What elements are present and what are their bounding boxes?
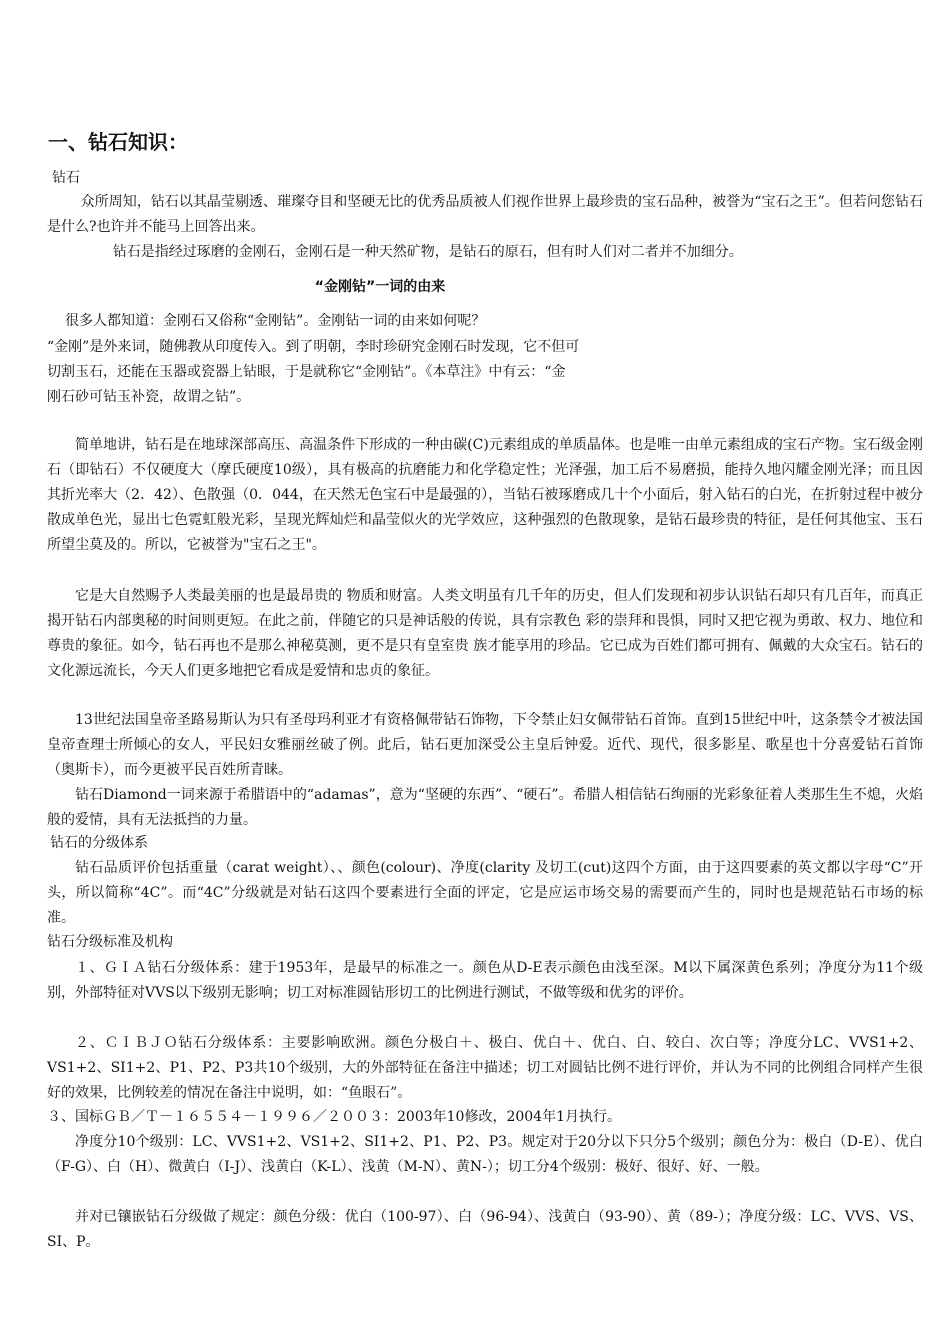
paragraph-gb: ３、国标ＧＢ／Ｔ－１６５５４－１９９６／２００３：2003年10修改，2004年1月执行。 [47,1109,621,1125]
origin-line: “金刚”是外来词，随佛教从印度传入。到了明朝，李时珍研究金刚石时发现，它不但可 [47,339,580,355]
paragraph-etymology: 钻石Diamond一词来源于希腊语中的“adamas”，意为“坚硬的东西”、“硬石”。希腊人相信钻石绚丽的光彩象征着人类那生生不熄，火焰般的爱情，具有无法抵挡的力量。 [47,787,923,828]
paragraph-history: 13世纪法国皇帝圣路易斯认为只有圣母玛利亚才有资格佩带钻石饰物，下令禁止妇女佩带钻石首饰。直到15世纪中叶，这条禁令才被法国皇帝查理士所倾心的女人，平民妇女雅丽丝破了例。此后，钻石更加深受公主皇后钟爱。近代、现代，很多影星、歌星也十分喜爱钻石首饰（奥斯卡），而今更被平民百姓所青睐。 [47,712,923,778]
origin-line: 刚石砂可钻玉补瓷，故谓之钻”。 [47,389,251,405]
origin-line: 很多人都知道：金刚石又俗称“金刚钻”。金刚钻一词的由来如何呢？ [65,313,486,329]
paragraph-intro: 众所周知，钻石以其晶莹剔透、璀璨夺目和坚硬无比的优秀品质被人们视作世界上最珍贵的宝石品种，被誉为“宝石之王”。但若问您钻石是什么?也许并不能马上回答出来。 [47,194,923,235]
section-heading: 一、钻石知识： [48,130,188,154]
label-diamond: 钻石 [52,170,80,186]
label-grading-system: 钻石的分级体系 [50,835,148,851]
paragraph-gia: １、ＧＩＡ钻石分级体系：建于1953年，是最早的标准之一。颜色从D-E表示颜色由浅至深。M以下属深黄色系列；净度分为11个级别，外部特征对VVS以下级别无影响；切工对标准圆钻形切工的比例进行测试，不做等级和优劣的评价。 [47,960,923,1001]
paragraph-definition: 钻石是指经过琢磨的金刚石，金刚石是一种天然矿物，是钻石的原石，但有时人们对二者并不加细分。 [112,244,743,260]
paragraph-simple: 简单地讲，钻石是在地球深部高压、高温条件下形成的一种由碳(C)元素组成的单质晶体。也是唯一由单元素组成的宝石产物。宝石级金刚石（即钻石）不仅硬度大（摩氏硬度10级），具有极高的抗磨能力和化学稳定性；光泽强，加工后不易磨损，能持久地闪耀金刚光泽；而且因其折光率大（2．42）、色散强（0．044，在天然无色宝石中是最强的），当钻石被琢磨成几十个小面后，射入钻石的白光，在折射过程中被分散成单色光，显出七色霓虹般光彩，呈现光辉灿烂和晶莹似火的光学效应，这种强烈的色散现象，是钻石最珍贵的特征，是任何其他宝、玉石所望尘莫及的。所以，它被誉为"宝石之王"。 [47,437,923,553]
paragraph-mounted: 并对已镶嵌钻石分级做了规定：颜色分级：优白（100-97）、白（96-94）、浅黄白（93-90）、黄（89-）；净度分级：LC、VVS、VS、SI、P。 [47,1209,923,1250]
paragraph-4c: 钻石品质评价包括重量（carat weight）、、颜色(colour)、净度(clarity 及切工(cut)这四个方面，由于这四要素的英文都以字母“C”开头，所以简称“4C”。而“4C”分级就是对钻石这四个要素进行全面的评定，它是应运市场交易的需要而产生的，同时也是规范钻石市场的标准。 [47,860,923,926]
origin-line: 切割玉石，还能在玉器或瓷器上钻眼，于是就称它“金刚钻”。《本草注》中有云：“金 [47,364,566,380]
paragraph-gift: 它是大自然赐予人类最美丽的也是最昂贵的 物质和财富。人类文明虽有几千年的历史，但人们发现和初步认识钻石却只有几百年，而真正揭开钻石内部奥秘的时间则更短。在此之前，伴随它的只是神话般的传说，具有宗教色 彩的崇拜和畏惧，同时又把它视为勇敢、权力、地位和尊贵的象征。如今，钻石再也不是那么神秘莫测，更不是只有皇室贵 族才能享用的珍品。它已成为百姓们都可拥有、佩戴的大众宝石。钻石的文化源远流长，今天人们更多地把它看成是爱情和忠贞的象征。 [47,588,923,679]
paragraph-clarity: 净度分10个级别：LC、VVS1+2、VS1+2、SI1+2、P1、P2、P3。规定对于20分以下只分5个级别；颜色分为：极白（D-E）、优白（F-G）、白（H）、微黄白（I-J）、浅黄白（K-L）、浅黄（M-N）、黄N-）；切工分4个级别：极好、很好、好、一般。 [47,1134,923,1175]
subtitle-origin: “金刚钻”一词的由来 [314,279,446,295]
paragraph-cibjo: ２、ＣＩＢＪＯ钻石分级体系：主要影响欧洲。颜色分极白＋、极白、优白＋、优白、白、较白、次白等；净度分LC、VVS1+2、VS1+2、SI1+2、P1、P2、P3共10个级别，大的外部特征在备注中描述；切工对圆钻比例不进行评价，并认为不同的比例组合同样产生很好的效果，比例较差的情况在备注中说明，如：“鱼眼石”。 [47,1035,923,1101]
label-standards: 钻石分级标准及机构 [47,934,173,950]
